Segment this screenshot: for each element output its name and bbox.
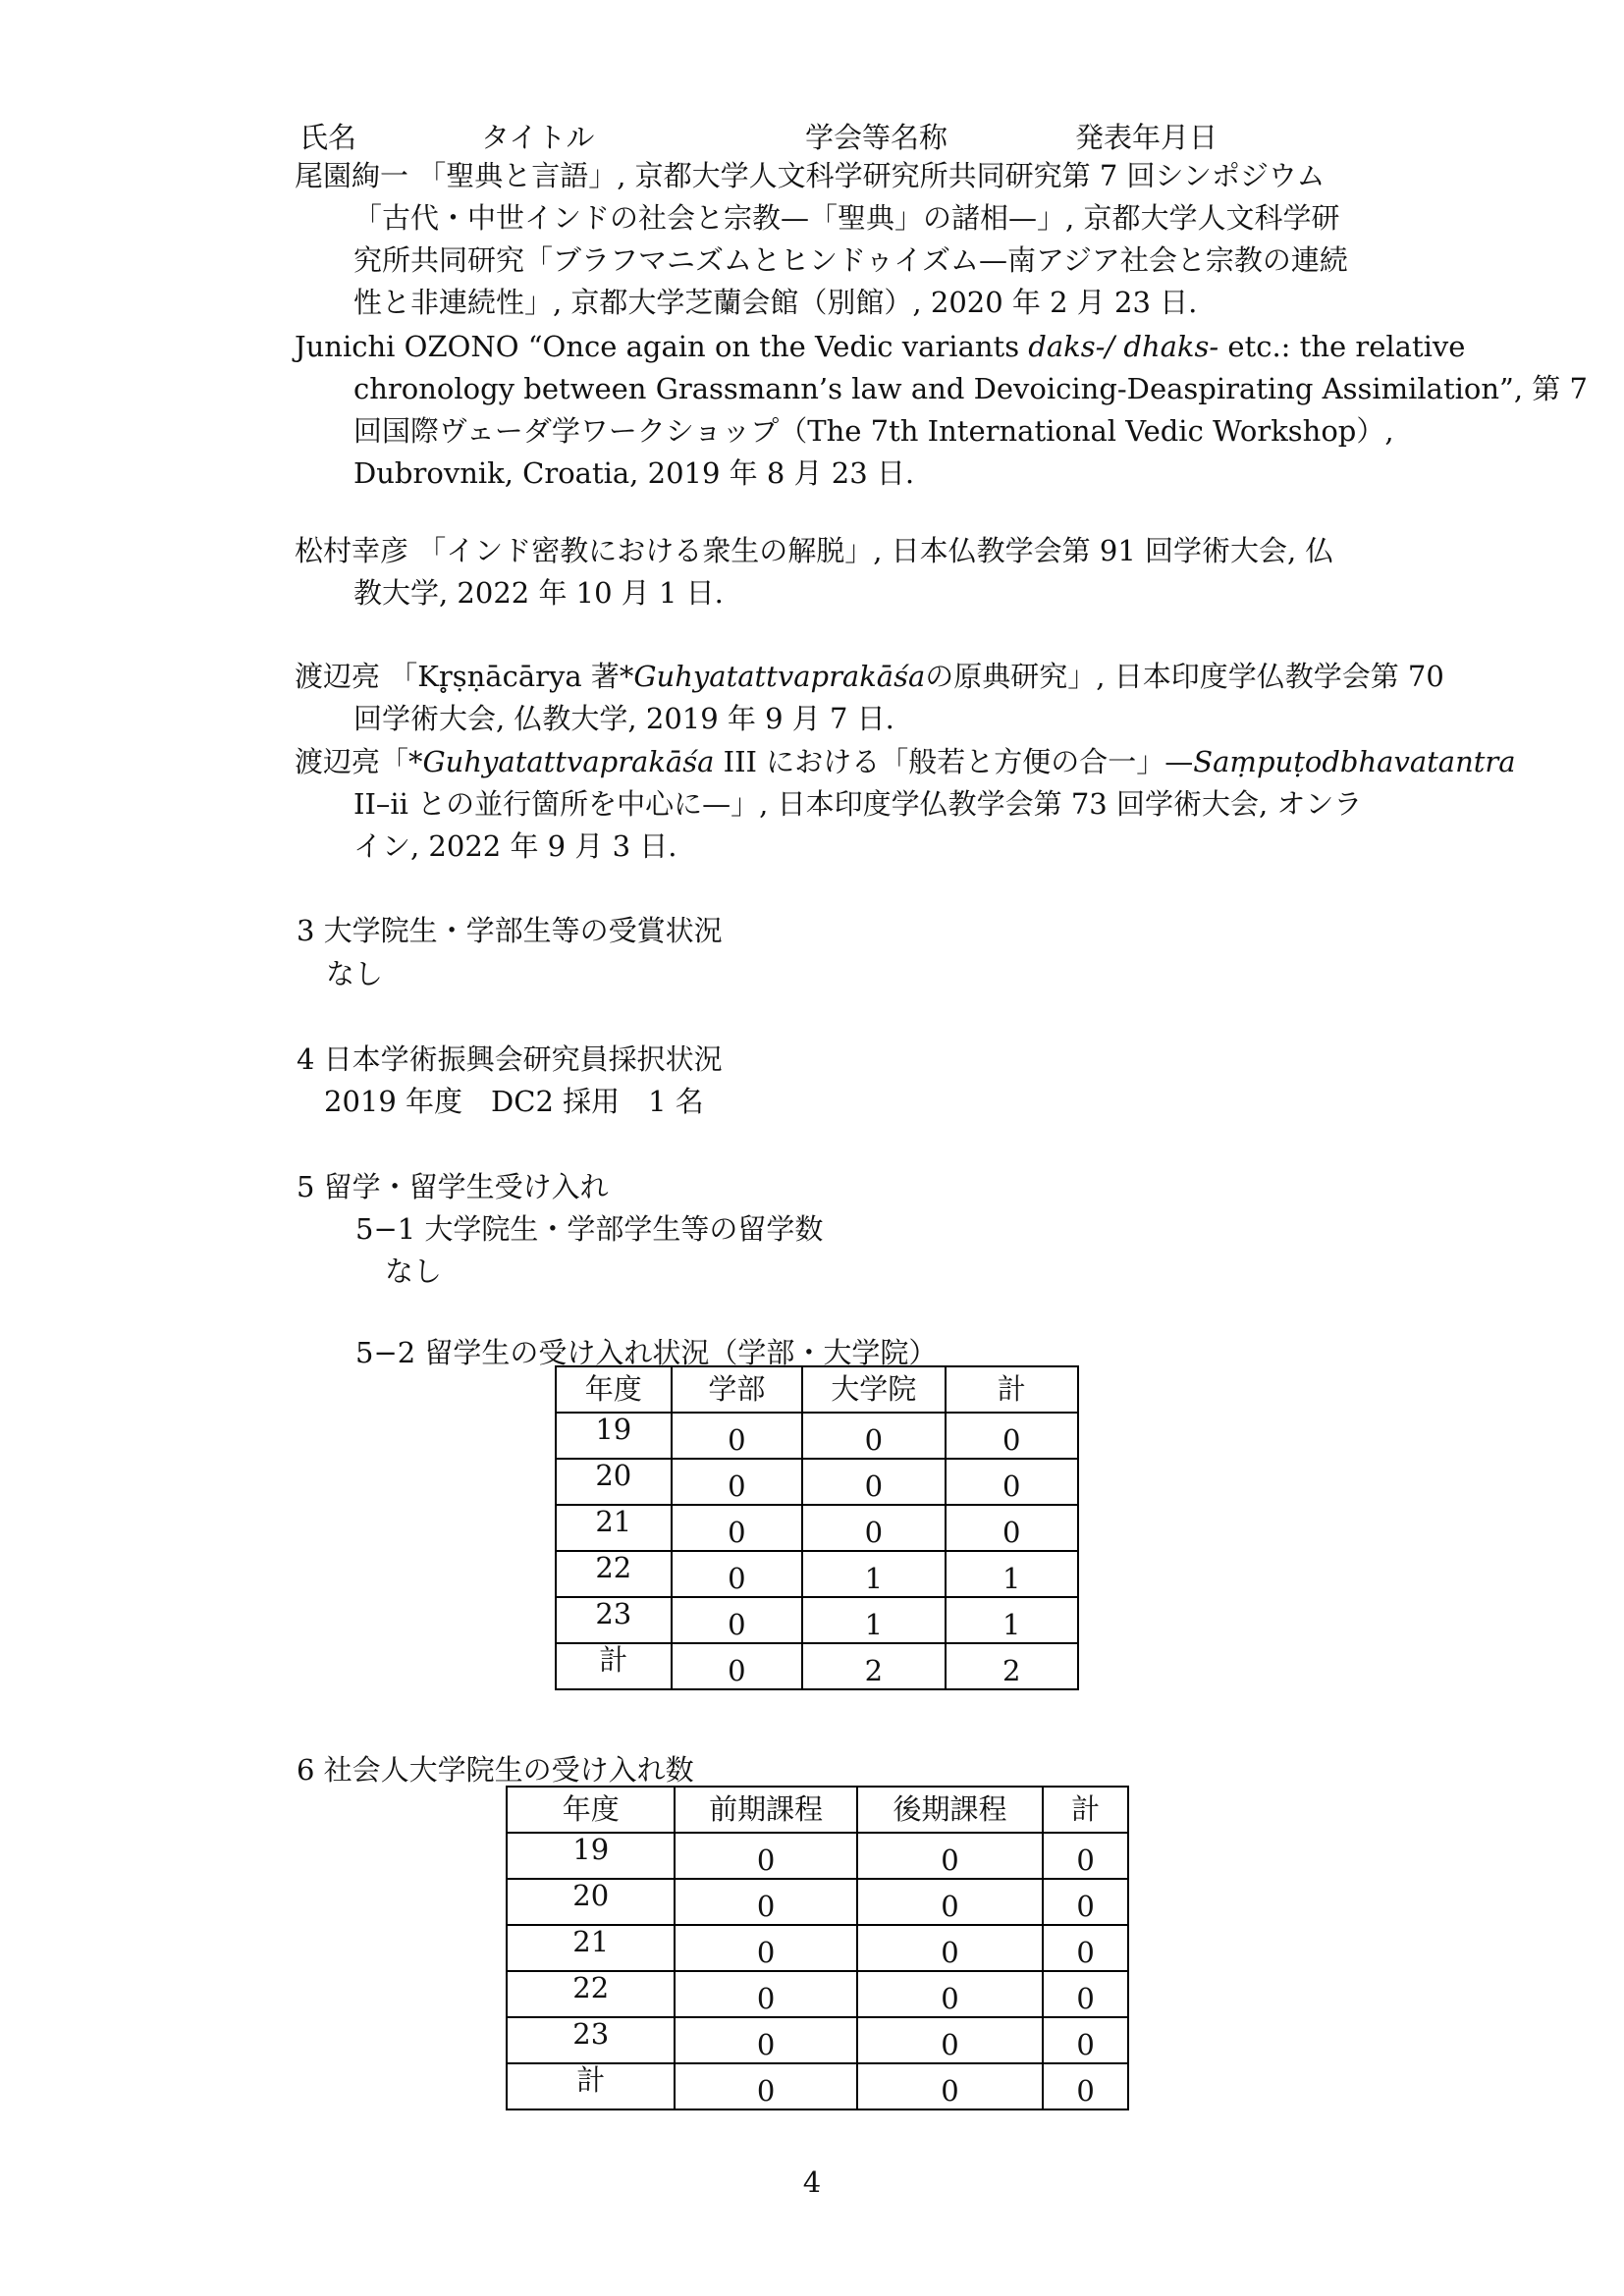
table-cell: 0 <box>672 1505 802 1551</box>
entry-line: Junichi OZONO “Once again on the Vedic variants daks-/ dhaks- etc.: the relative <box>295 330 1466 363</box>
table-cell: 0 <box>672 1551 802 1597</box>
table-row <box>507 1925 1128 1971</box>
section-5-title: 5 留学・留学生受け入れ <box>297 1170 609 1203</box>
table-cell: 0 <box>946 1459 1079 1505</box>
presentation-entry <box>295 741 1516 868</box>
entry-line: 教大学, 2022 年 10 月 1 日. <box>353 576 724 610</box>
table-cell: 0 <box>857 1925 1043 1971</box>
table-cell: 0 <box>857 2063 1043 2109</box>
table-cell: 0 <box>672 1597 802 1643</box>
entry-line: 尾園絢一 「聖典と言語」, 京都大学人文科学研究所共同研究第 7 回シンポジウム <box>295 159 1326 192</box>
table-row <box>507 1833 1128 1879</box>
table-cell: 0 <box>857 1879 1043 1925</box>
table-row <box>507 2063 1128 2109</box>
entry-line: 性と非連続性」, 京都大学芝蘭会館（別館）, 2020 年 2 月 23 日. <box>353 286 1198 319</box>
header-venue: 学会等名称 <box>805 121 948 154</box>
table-row <box>507 1971 1128 2017</box>
table-cell: 0 <box>802 1459 945 1505</box>
table-row <box>556 1551 1078 1597</box>
table-cell: 0 <box>857 1971 1043 2017</box>
table-cell: 0 <box>1043 1925 1128 1971</box>
table-cell: 0 <box>672 1413 802 1459</box>
entry-line: Dubrovnik, Croatia, 2019 年 8 月 23 日. <box>353 456 915 490</box>
table-cell: 21 <box>507 1925 675 1971</box>
table-cell: 21 <box>556 1505 672 1551</box>
entry-line: 渡辺亮 「Kr̥ṣṇācārya 著*Guhyatattvaprakāśaの原典研究」, 日本印度学仏教学会第 70 <box>295 660 1444 693</box>
table-row <box>556 1505 1078 1551</box>
table-cell: 0 <box>857 1833 1043 1879</box>
entry-line: 松村幸彦 「インド密教における衆生の解脱」, 日本仏教学会第 91 回学術大会, 仏 <box>295 534 1334 567</box>
entry-line: 回国際ヴェーダ学ワークショップ（The 7th International Vedic Workshop）, <box>353 414 1394 448</box>
table-cell: 2 <box>802 1643 945 1689</box>
entry-line: 究所共同研究「ブラフマニズムとヒンドゥイズム—南アジア社会と宗教の連続 <box>353 243 1348 277</box>
intl-students-table <box>555 1365 1079 1690</box>
table-cell: 19 <box>507 1833 675 1879</box>
table-header-cell: 前期課程 <box>675 1787 856 1833</box>
entry-line: chronology between Grassmann’s law and Devoicing-Deaspirating Assimilation”, 第 7 <box>353 372 1588 405</box>
entry-line: 「古代・中世インドの社会と宗教—「聖典」の諸相—」, 京都大学人文科学研 <box>353 201 1340 235</box>
table-cell: 1 <box>946 1597 1079 1643</box>
table-cell: 0 <box>675 1971 856 2017</box>
table-row <box>507 2017 1128 2063</box>
table-cell: 0 <box>946 1505 1079 1551</box>
column-header-row <box>0 116 1624 155</box>
table-cell: 20 <box>556 1459 672 1505</box>
table-header-cell: 年度 <box>556 1366 672 1413</box>
table-cell: 0 <box>1043 1971 1128 2017</box>
table-header-row <box>556 1366 1078 1413</box>
table-cell: 計 <box>507 2063 675 2109</box>
table-cell: 1 <box>946 1551 1079 1597</box>
table-cell: 19 <box>556 1413 672 1459</box>
table-cell: 0 <box>1043 2017 1128 2063</box>
table-cell: 0 <box>1043 1833 1128 1879</box>
table-header-cell: 計 <box>946 1366 1079 1413</box>
table-cell: 23 <box>556 1597 672 1643</box>
table-cell: 0 <box>672 1643 802 1689</box>
table-cell: 0 <box>675 2017 856 2063</box>
table-cell: 23 <box>507 2017 675 2063</box>
working-adult-students-table <box>506 1786 1129 2110</box>
table-cell: 0 <box>1043 1879 1128 1925</box>
entry-line: 渡辺亮「*Guhyatattvaprakāśa III における「般若と方便の合一」—Saṃpuṭodbhavatantra <box>295 745 1516 778</box>
table-cell: 0 <box>675 2063 856 2109</box>
table-header-cell: 学部 <box>672 1366 802 1413</box>
table-cell: 0 <box>946 1413 1079 1459</box>
table-cell: 22 <box>556 1551 672 1597</box>
table-cell: 0 <box>802 1505 945 1551</box>
table-cell: 20 <box>507 1879 675 1925</box>
presentation-entry <box>295 155 1394 324</box>
table-row <box>507 1879 1128 1925</box>
table-cell: 0 <box>857 2017 1043 2063</box>
table-header-cell: 後期課程 <box>857 1787 1043 1833</box>
table-row <box>556 1459 1078 1505</box>
table-cell: 0 <box>1043 2063 1128 2109</box>
table-row <box>556 1643 1078 1689</box>
entry-line: II–ii との並行箇所を中心に—」, 日本印度学仏教学会第 73 回学術大会, オンラ <box>353 787 1363 821</box>
section-5-1-body: なし <box>385 1255 443 1288</box>
section-5-2-title: 5−2 留学生の受け入れ状況（学部・大学院） <box>355 1336 938 1369</box>
section-3-body: なし <box>326 957 384 990</box>
table-cell: 0 <box>672 1459 802 1505</box>
table-cell: 22 <box>507 1971 675 2017</box>
table-header-cell: 計 <box>1043 1787 1128 1833</box>
section-4-title: 4 日本学術振興会研究員採択状況 <box>297 1042 723 1076</box>
section-5-1-title: 5−1 大学院生・学部学生等の留学数 <box>355 1212 824 1246</box>
table-cell: 計 <box>556 1643 672 1689</box>
table-row <box>556 1413 1078 1459</box>
header-name: 氏名 <box>299 121 357 154</box>
table-cell: 0 <box>802 1413 945 1459</box>
table-cell: 1 <box>802 1551 945 1597</box>
entry-line: イン, 2022 年 9 月 3 日. <box>353 829 677 863</box>
table-row <box>556 1597 1078 1643</box>
presentation-entry <box>295 656 1444 740</box>
table-cell: 2 <box>946 1643 1079 1689</box>
header-title: タイトル <box>481 121 595 154</box>
table-header-cell: 年度 <box>507 1787 675 1833</box>
table-header-cell: 大学院 <box>802 1366 945 1413</box>
table-cell: 1 <box>802 1597 945 1643</box>
presentation-entry <box>295 530 1394 614</box>
table-cell: 0 <box>675 1833 856 1879</box>
section-6-title: 6 社会人大学院生の受け入れ数 <box>297 1753 694 1787</box>
section-4-body: 2019 年度 DC2 採用 1 名 <box>324 1085 704 1118</box>
header-date: 発表年月日 <box>1075 121 1218 154</box>
page-number: 4 <box>802 2165 822 2199</box>
table-cell: 0 <box>675 1925 856 1971</box>
entry-line: 回学術大会, 仏教大学, 2019 年 9 月 7 日. <box>353 702 894 735</box>
table-cell: 0 <box>675 1879 856 1925</box>
presentation-entry <box>295 326 1588 495</box>
section-3-title: 3 大学院生・学部生等の受賞状況 <box>297 914 723 947</box>
table-header-row <box>507 1787 1128 1833</box>
